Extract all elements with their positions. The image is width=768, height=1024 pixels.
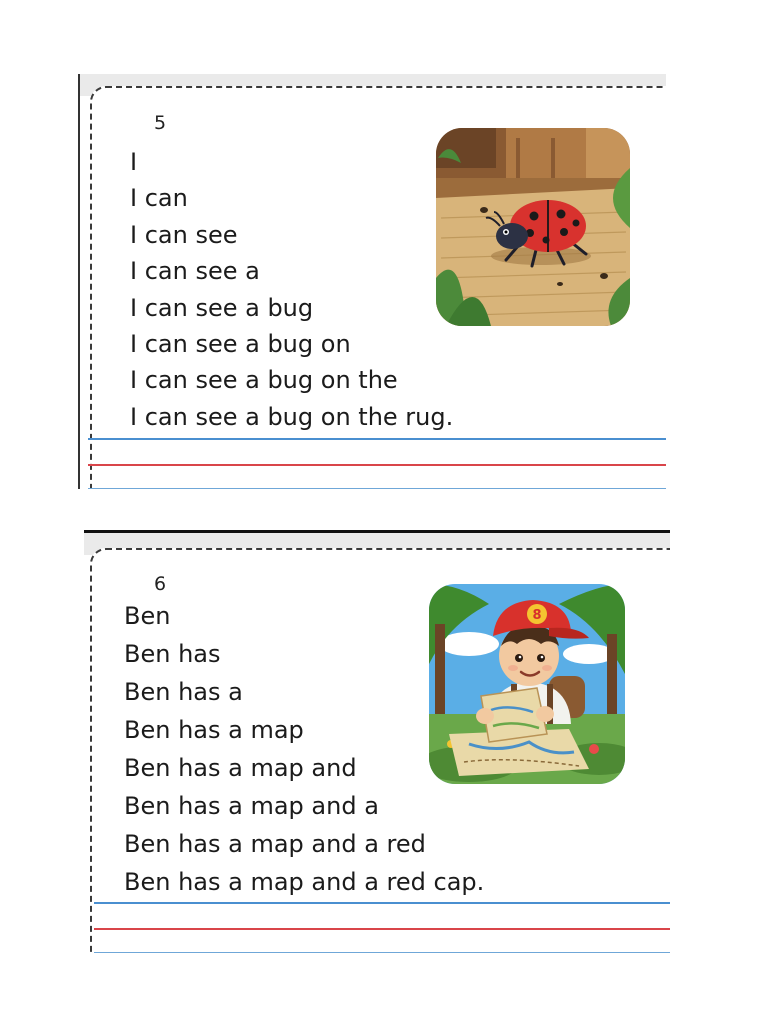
guide-mid-line: [88, 464, 666, 466]
sentence-line: I can see a: [130, 257, 260, 286]
page-number: 5: [154, 112, 167, 134]
sentence-line: I can: [130, 184, 188, 213]
handwriting-guide-lines: [94, 898, 670, 955]
sentence-list: [130, 144, 453, 435]
guide-bottom-line: [94, 952, 670, 953]
sentence-line: I can see a bug on the: [130, 366, 398, 395]
page-number: 6: [154, 573, 167, 595]
sentence-line: Ben has a map and: [124, 754, 357, 782]
handwriting-guide-lines: [88, 434, 666, 489]
guide-mid-line: [94, 928, 670, 930]
guide-bottom-line: [88, 488, 666, 489]
guide-top-line: [94, 902, 670, 904]
sentence-line: Ben has a map: [124, 716, 304, 744]
cap-badge-number: 8: [532, 608, 542, 623]
sentence-line: Ben has a map and a red cap.: [124, 868, 485, 896]
sentence-line: Ben has a map and a: [124, 792, 379, 820]
reading-card-5: [78, 74, 666, 489]
sentence-line: I can see a bug on: [130, 329, 351, 358]
sentence-line: Ben: [124, 602, 171, 630]
card-left-edge: [78, 74, 80, 489]
sentence-line: Ben has a map and a red: [124, 830, 426, 858]
reading-card-6: [84, 530, 670, 955]
sentence-line: Ben has a: [124, 678, 243, 706]
sentence-line: I can see a bug: [130, 293, 314, 322]
sentence-line: Ben has: [124, 640, 221, 668]
sentence-line: I: [130, 148, 138, 176]
ladybug-on-rug-illustration: [436, 128, 630, 326]
sentence-line: I can see a bug on the rug.: [130, 402, 454, 431]
guide-top-line: [88, 438, 666, 440]
sentence-line: I can see: [130, 220, 238, 249]
boy-with-map-illustration: [429, 584, 625, 784]
